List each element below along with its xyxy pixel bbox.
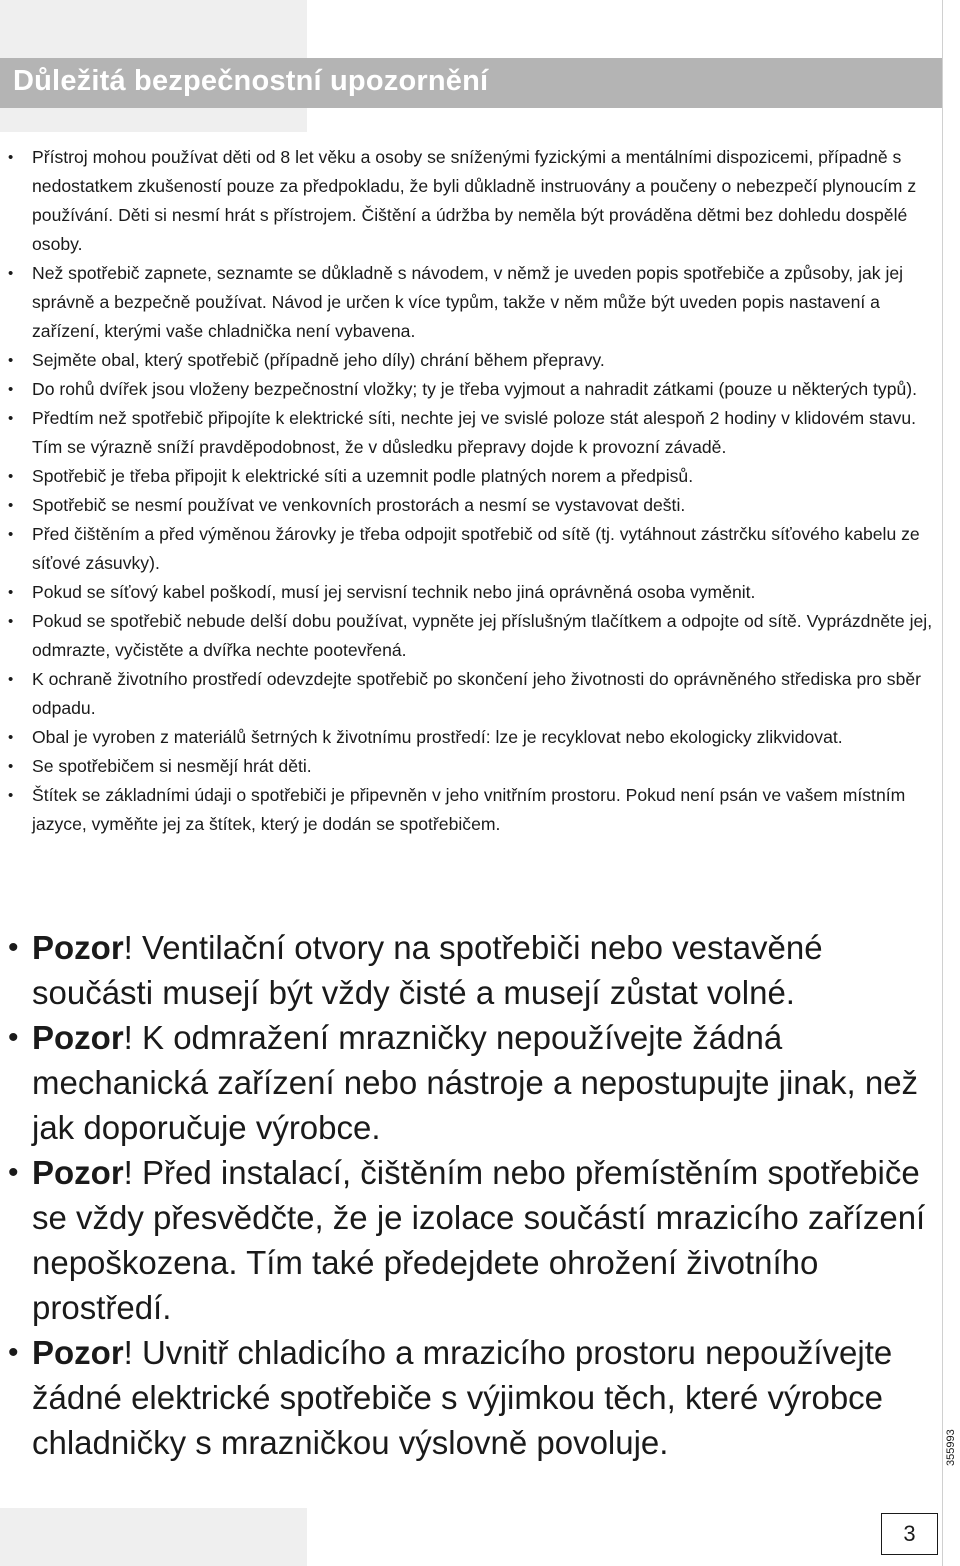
- warning-item: [8, 1150, 928, 1330]
- list-item: • Pokud se spotřebič nebude delší dobu používat, vypněte jej příslušným tlačítkem a odpojte od sítě. Vyprázdněte jej, odmrazte, vyčistěte a dvířka nechte pootevřená.: [8, 607, 933, 665]
- warning-list: [8, 925, 928, 1465]
- list-item: • Obal je vyroben z materiálů šetrných k životnímu prostředí: lze je recyklovat nebo ekologicky zlikvidovat.: [8, 723, 933, 752]
- list-item: • Do rohů dvířek jsou vloženy bezpečnostní vložky; ty je třeba vyjmout a nahradit zátkami (pouze u některých typů).: [8, 375, 933, 404]
- warning-label: Pozor: [32, 1334, 124, 1371]
- list-item: • Spotřebič se nesmí používat ve venkovních prostorách a nesmí se vystavovat dešti.: [8, 491, 933, 520]
- warning-item: [8, 925, 928, 1015]
- decorative-band-top: [0, 0, 307, 58]
- warning-label: Pozor: [32, 929, 124, 966]
- margin-divider: [942, 0, 943, 1566]
- page-number: 3: [881, 1513, 938, 1555]
- list-item: • Spotřebič je třeba připojit k elektrické síti a uzemnit podle platných norem a předpisů.: [8, 462, 933, 491]
- list-item: • K ochraně životního prostředí odevzdejte spotřebič po skončení jeho životnosti do oprávněného střediska pro sběr odpadu.: [8, 665, 933, 723]
- section-header: [0, 58, 942, 108]
- warning-text: ! Uvnitř chladicího a mrazicího prostoru nepoužívejte žádné elektrické spotřebiče s výjimkou těch, které výrobce chladničky s mrazničkou výslovně povoluje.: [32, 1334, 893, 1461]
- warning-label: Pozor: [32, 1154, 124, 1191]
- page-title: Důležitá bezpečnostní upozornění: [13, 65, 489, 97]
- list-item: • Předtím než spotřebič připojíte k elektrické síti, nechte jej ve svislé poloze stát alespoň 2 hodiny v klidovém stavu. Tím se výrazně sníží pravděpodobnost, že v důsledku přepravy dojde k provozní závadě.: [8, 404, 933, 462]
- warning-text: ! K odmražení mrazničky nepoužívejte žádná mechanická zařízení nebo nástroje a nepostupujte jinak, než jak doporučuje výrobce.: [32, 1019, 919, 1146]
- warning-text: ! Ventilační otvory na spotřebiči nebo vestavěné součásti musejí být vždy čisté a musejí zůstat volné.: [32, 929, 823, 1011]
- list-item: • Sejměte obal, který spotřebič (případně jeho díly) chrání během přepravy.: [8, 346, 933, 375]
- list-item: • Štítek se základními údaji o spotřebiči je připevněn v jeho vnitřním prostoru. Pokud není psán ve vašem místním jazyce, vyměňte jej za štítek, který je dodán se spotřebičem.: [8, 781, 933, 839]
- warning-text: ! Před instalací, čištěním nebo přemístěním spotřebiče se vždy přesvědčte, že je izolace součástí mrazicího zařízení nepoškozena. Tím také předejdete ohrožení životního prostředí.: [32, 1154, 926, 1326]
- list-item: • Před čištěním a před výměnou žárovky je třeba odpojit spotřebič od sítě (tj. vytáhnout zástrčku síťového kabelu ze síťové zásuvky).: [8, 520, 933, 578]
- safety-instructions-list: [8, 143, 933, 839]
- decorative-band-bottom: [0, 1508, 307, 1566]
- list-item: • Pokud se síťový kabel poškodí, musí jej servisní technik nebo jiná oprávněná osoba vyměnit.: [8, 578, 933, 607]
- warning-label: Pozor: [32, 1019, 124, 1056]
- document-code: 355993: [945, 1429, 957, 1466]
- decorative-band-mid: [0, 108, 307, 132]
- list-item: • Než spotřebič zapnete, seznamte se důkladně s návodem, v němž je uveden popis spotřebiče a způsoby, jak jej správně a bezpečně používat. Návod je určen k více typům, takže v něm může být uveden popis nastavení a zařízení, kterými vaše chladnička není vybavena.: [8, 259, 933, 346]
- list-item: • Přístroj mohou používat děti od 8 let věku a osoby se sníženými fyzickými a mentálními dispozicemi, případně s nedostatkem zkušeností pouze za předpokladu, že byli důkladně instruovány a poučeny o nebezpečí plynoucím z používání. Děti si nesmí hrát s přístrojem. Čištění a údržba by neměla být prováděna dětmi bez dohledu dospělé osoby.: [8, 143, 933, 259]
- list-item: • Se spotřebičem si nesmějí hrát děti.: [8, 752, 933, 781]
- warning-item: [8, 1330, 928, 1465]
- warning-item: [8, 1015, 928, 1150]
